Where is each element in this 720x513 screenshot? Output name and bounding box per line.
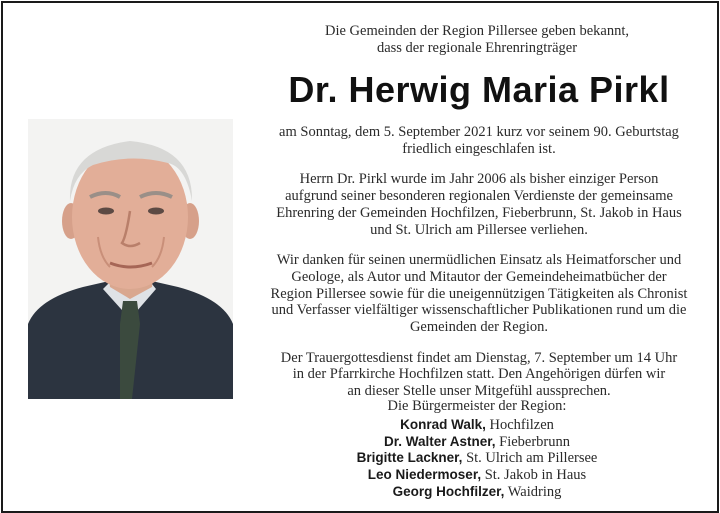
notice-body	[255, 124, 703, 414]
signer-line	[253, 484, 701, 501]
text-line: Geologe, als Autor und Mitautor der Gemeindeheimatbücher der	[291, 268, 667, 285]
honor-paragraph	[255, 171, 703, 238]
signer-line	[253, 434, 701, 451]
signers-block	[253, 398, 701, 501]
signers-heading: Die Bürgermeister der Region:	[387, 398, 567, 414]
text-line: Region Pillersee sowie für die uneigennützigen Tätigkeiten als Chronist	[270, 285, 688, 302]
signer-name: Dr. Walter Astner,	[383, 433, 496, 449]
text-line: und Verfasser vielfältiger wissenschaftlicher Publikationen rund um die	[271, 302, 687, 319]
text-line: und St. Ulrich am Pillersee verliehen.	[370, 221, 588, 238]
signer-line	[253, 467, 701, 484]
signer-name: Leo Niedermoser,	[367, 467, 482, 483]
signer-line	[253, 450, 701, 467]
text-line: Wir danken für seinen unermüdlichen Einsatz als Heimatforscher und	[276, 252, 682, 269]
service-paragraph	[255, 350, 703, 400]
signer-place: St. Ulrich am Pillersee	[466, 450, 598, 467]
deceased-name: Dr. Herwig Maria Pirkl	[288, 69, 670, 110]
text-line: friedlich eingeschlafen ist.	[402, 140, 556, 157]
signer-name: Brigitte Lackner,	[356, 450, 463, 466]
text-line: an dieser Stelle unser Mitgefühl aussprechen.	[347, 383, 611, 400]
signer-place: Waidring	[507, 483, 562, 500]
intro-line: dass der regionale Ehrenringträger	[376, 40, 578, 56]
death-paragraph	[255, 124, 703, 157]
signer-name: Georg Hochfilzer,	[392, 483, 505, 499]
text-line: Ehrenring der Gemeinden Hochfilzen, Fieberbrunn, St. Jakob in Haus	[276, 204, 682, 221]
text-line: in der Pfarrkirche Hochfilzen statt. Den Angehörigen dürfen wir	[292, 366, 666, 383]
signer-place: Hochfilzen	[489, 416, 554, 433]
intro-text	[253, 23, 701, 57]
thanks-paragraph	[255, 252, 703, 336]
signer-place: St. Jakob in Haus	[484, 467, 587, 484]
signer-place: Fieberbrunn	[499, 433, 571, 450]
text-line: am Sonntag, dem 5. September 2021 kurz vor seinem 90. Geburtstag	[279, 124, 679, 140]
signer-line	[253, 417, 701, 434]
text-line: Herrn Dr. Pirkl wurde im Jahr 2006 als bisher einziger Person	[299, 171, 659, 188]
notice-frame	[1, 1, 719, 513]
text-line: aufgrund seiner besonderen regionalen Verdienste der gemeinsame	[285, 188, 673, 205]
portrait-photo	[28, 119, 233, 399]
intro-line: Die Gemeinden der Region Pillersee geben bekannt,	[325, 23, 629, 39]
signer-name: Konrad Walk,	[400, 416, 486, 432]
text-line: Gemeinden der Region.	[409, 319, 549, 336]
text-line: Der Trauergottesdienst findet am Dienstag, 7. September um 14 Uhr	[280, 349, 678, 366]
